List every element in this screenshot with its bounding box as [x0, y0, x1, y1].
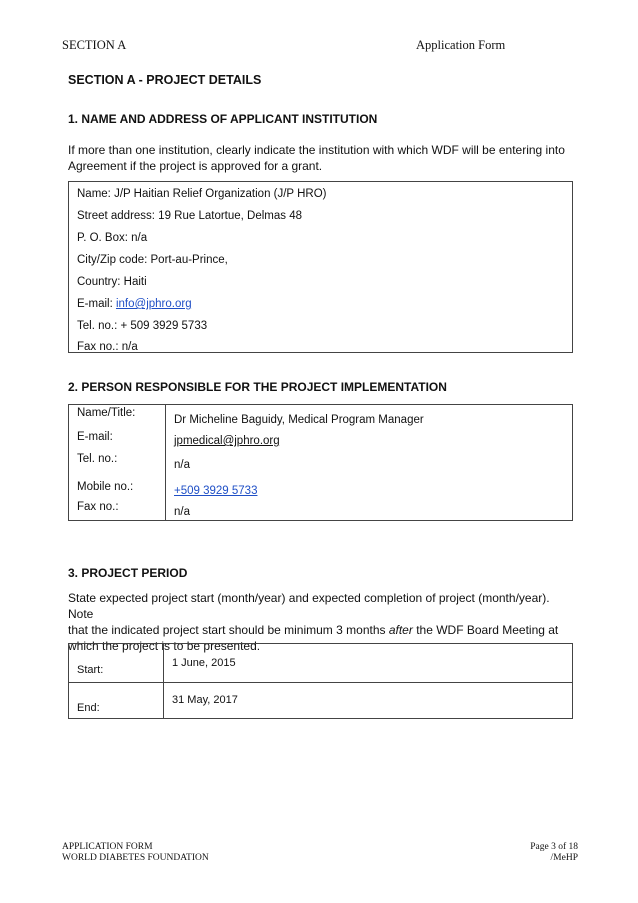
project-period-intro-line-1: State expected project start (month/year) and expected completion of project (month/year). Note — [68, 591, 550, 621]
applicant-email-label: E-mail: — [77, 298, 116, 310]
applicant-name: Name: J/P Haitian Relief Organization (J/P HRO) — [77, 188, 327, 200]
label-tel: Tel. no.: — [77, 453, 118, 465]
footer-form-name: APPLICATION FORM — [62, 842, 153, 852]
label-email: E-mail: — [77, 431, 113, 443]
label-name-title: Name/Title: — [77, 407, 136, 419]
intro-line-2-part-c: the WDF Board Meeting at — [412, 623, 559, 637]
value-fax: n/a — [174, 506, 190, 518]
value-email-text: jpmedical@jphro.org — [174, 435, 280, 447]
footer-right — [500, 842, 578, 864]
applicant-pobox: P. O. Box: n/a — [77, 232, 148, 244]
footer-page-number: Page 3 of 18 — [530, 842, 578, 852]
heading-person-responsible: 2. PERSON RESPONSIBLE FOR THE PROJECT IMPLEMENTATION — [68, 380, 447, 394]
section-title: SECTION A - PROJECT DETAILS — [68, 73, 262, 87]
applicant-email-row — [77, 298, 192, 310]
page-header-section: SECTION A — [62, 38, 127, 52]
applicant-tel: Tel. no.: + 509 3929 5733 — [77, 320, 208, 332]
person-responsible-table — [68, 404, 573, 521]
heading-project-period: 3. PROJECT PERIOD — [68, 566, 188, 580]
label-fax: Fax no.: — [77, 501, 119, 513]
value-tel: n/a — [174, 459, 190, 471]
applicant-fax: Fax no.: n/a — [77, 341, 138, 353]
applicant-city-zip: City/Zip code: Port-au-Prince, — [77, 254, 228, 266]
column-divider — [165, 405, 166, 520]
value-email — [174, 435, 280, 447]
label-mobile: Mobile no.: — [77, 481, 134, 493]
intro-line-2-part-a: that the indicated project start should be minimum 3 months — [68, 623, 389, 637]
value-end: 31 May, 2017 — [172, 694, 238, 706]
applicant-details-box — [68, 181, 573, 353]
value-start: 1 June, 2015 — [172, 657, 236, 669]
page-header-form-title: Application Form — [416, 38, 506, 52]
footer-left — [62, 842, 209, 864]
applicant-country: Country: Haiti — [77, 276, 147, 288]
label-start: Start: — [77, 664, 104, 676]
value-mobile — [174, 485, 257, 497]
label-end: End: — [77, 702, 100, 714]
project-period-table — [68, 643, 573, 719]
footer-organization: WORLD DIABETES FOUNDATION — [62, 853, 209, 863]
heading-applicant-institution: 1. NAME AND ADDRESS OF APPLICANT INSTITUTION — [68, 112, 378, 126]
value-name-title: Dr Micheline Baguidy, Medical Program Manager — [174, 414, 424, 426]
applicant-intro-line-1: If more than one institution, clearly indicate the institution with which WDF will be entering into — [68, 143, 565, 157]
value-mobile-link[interactable]: +509 3929 5733 — [174, 485, 258, 497]
applicant-street: Street address: 19 Rue Latortue, Delmas 48 — [77, 210, 303, 222]
column-divider — [163, 644, 164, 718]
applicant-email-link[interactable]: info@jphro.org — [115, 298, 192, 310]
applicant-intro-line-2: Agreement if the project is approved for a grant. — [68, 159, 323, 173]
applicant-intro — [68, 142, 568, 174]
project-period-intro-line-3: which the project is to be presented. — [68, 639, 261, 653]
row-divider — [69, 682, 572, 683]
footer-reference: /MeHP — [550, 853, 578, 863]
project-period-intro-line-2 — [68, 622, 578, 638]
intro-line-2-emphasis: after — [388, 623, 413, 637]
